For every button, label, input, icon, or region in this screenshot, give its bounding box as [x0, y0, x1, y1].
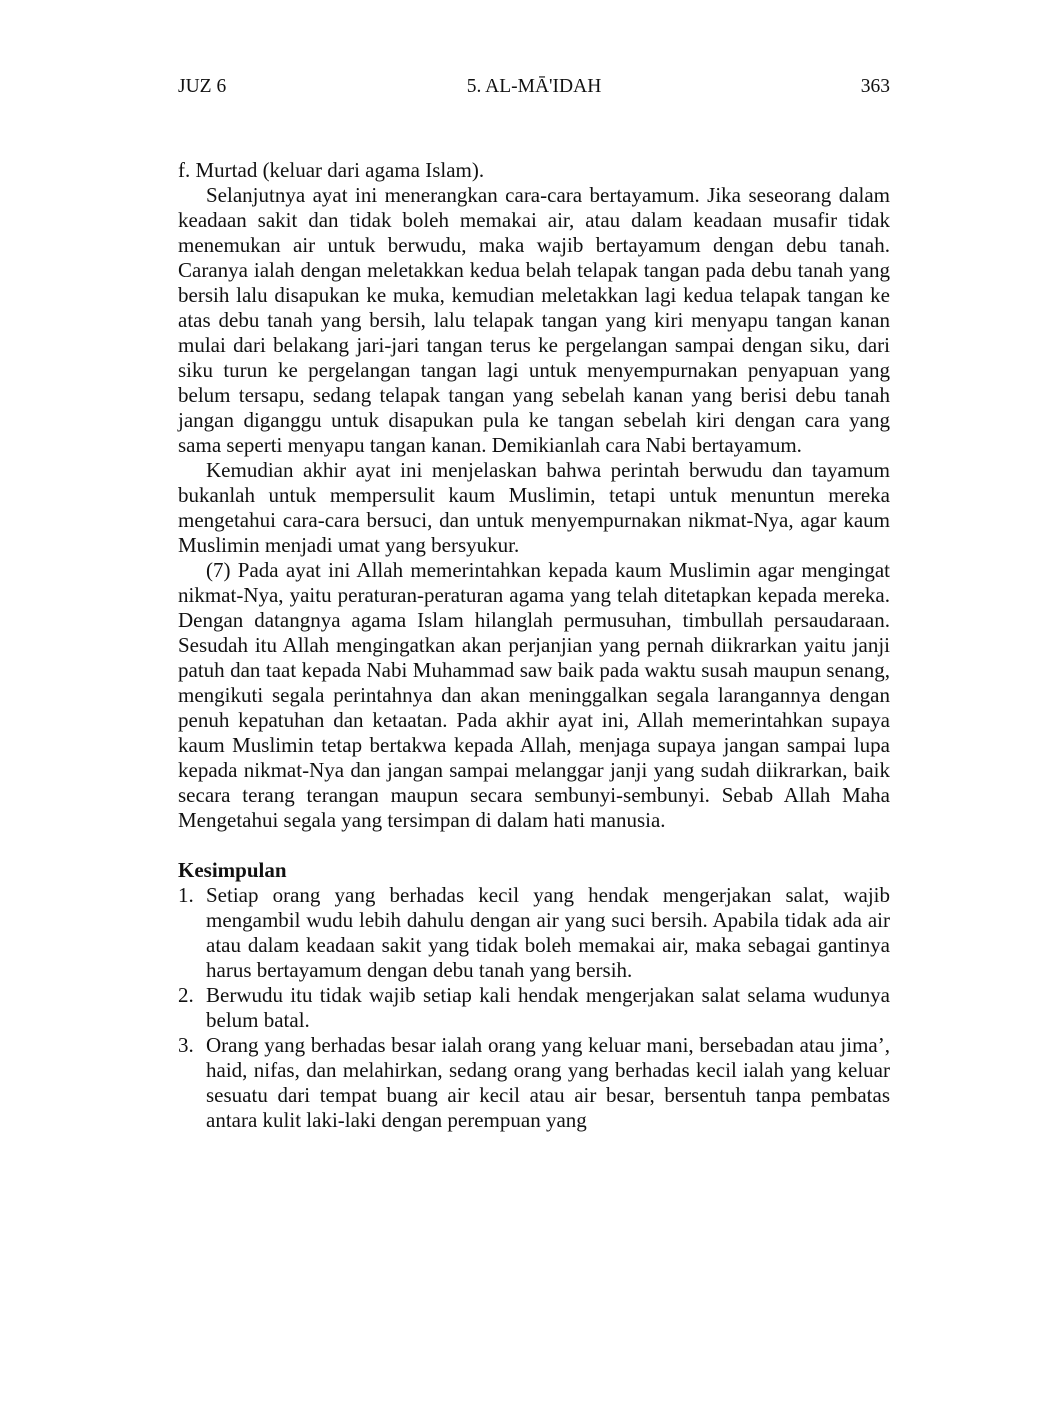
list-text: Orang yang berhadas besar ialah orang yang keluar mani, bersebadan atau jima’, haid, nifas, dan melahirkan, sedang orang yang berhadas kecil ialah yang keluar sesuatu dari tempat buang air kecil atau air besar, bersentuh tanpa pembatas antara kulit laki-laki dengan perempuan yang — [206, 1033, 890, 1132]
paragraph-purpose: Kemudian akhir ayat ini menjelaskan bahwa perintah berwudu dan tayamum bukanlah untuk mempersulit kaum Muslimin, tetapi untuk menuntun mereka mengetahui cara-cara bersuci, dan untuk menyempurnakan nikmat-Nya, agar kaum Muslimin menjadi umat yang bersyukur. — [178, 458, 890, 557]
list-item-f: f. Murtad (keluar dari agama Islam). — [178, 158, 485, 182]
list-item — [178, 883, 890, 983]
juz-label: JUZ 6 — [178, 76, 227, 97]
list-number: 1. — [178, 883, 194, 907]
surah-title: 5. AL-MĀ'IDAH — [466, 76, 602, 97]
running-header — [178, 74, 890, 100]
paragraph-verse-7: (7) Pada ayat ini Allah memerintahkan kepada kaum Muslimin agar mengingat nikmat-Nya, yaitu peraturan-peraturan agama yang telah ditetapkan kepada mereka. Dengan datangnya agama Islam hilanglah permusuhan, timbullah persaudaraan. Sesudah itu Allah mengingatkan akan perjanjian yang pernah diikrarkan yaitu janji patuh dan taat kepada Nabi Muhammad saw baik pada waktu susah maupun senang, mengikuti segala perintahnya dan akan meninggalkan segala larangannya dengan penuh kepatuhan dan ketaatan. Pada akhir ayat ini, Allah memerintahkan supaya kaum Muslimin tetap bertakwa kepada Allah, menjaga supaya jangan sampai lupa kepada nikmat-Nya dan jangan sampai melanggar janji yang sudah diikrarkan, baik secara terang terangan maupun secara sembunyi-sembunyi. Sebab Allah Maha Mengetahui segala yang tersimpan di dalam hati manusia. — [178, 558, 890, 832]
list-number: 3. — [178, 1033, 194, 1057]
list-text: Setiap orang yang berhadas kecil yang hendak mengerjakan salat, wajib mengambil wudu lebih dahulu dengan air yang suci bersih. Apabila tidak ada air atau dalam keadaan sakit yang tidak boleh memakai air, maka sebagai gantinya harus bertayamum dengan debu tanah yang bersih. — [206, 883, 890, 982]
page-number: 363 — [860, 76, 890, 97]
conclusion-list — [178, 883, 890, 1133]
list-item — [178, 983, 890, 1033]
list-number: 2. — [178, 983, 194, 1007]
list-item — [178, 1033, 890, 1133]
page-content — [178, 158, 890, 1133]
list-text: Berwudu itu tidak wajib setiap kali hendak mengerjakan salat selama wudunya belum batal. — [206, 983, 890, 1032]
paragraph-tayamum: Selanjutnya ayat ini menerangkan cara-cara bertayamum. Jika seseorang dalam keadaan sakit dan tidak boleh memakai air, atau dalam keadaan musafir tidak menemukan air untuk berwudu, maka wajib bertayamum dengan debu tanah. Caranya ialah dengan meletakkan kedua belah telapak tangan pada debu tanah yang bersih lalu disapukan ke muka, kemudian meletakkan lagi kedua telapak tangan ke atas debu tanah yang bersih, lalu telapak tangan yang kiri menyapu tangan kanan mulai dari belakang jari-jari tangan terus ke pergelangan sampai dengan siku, dari siku turun ke pergelangan tangan lagi untuk menyempurnakan penyapuan yang belum tersapu, sedang telapak tangan yang sebelah kanan yang berisi debu tanah jangan diganggu untuk disapukan pula ke tangan sebelah kiri dengan cara yang sama seperti menyapu tangan kanan. Demikianlah cara Nabi bertayamum. — [178, 183, 890, 457]
section-heading: Kesimpulan — [178, 858, 287, 882]
